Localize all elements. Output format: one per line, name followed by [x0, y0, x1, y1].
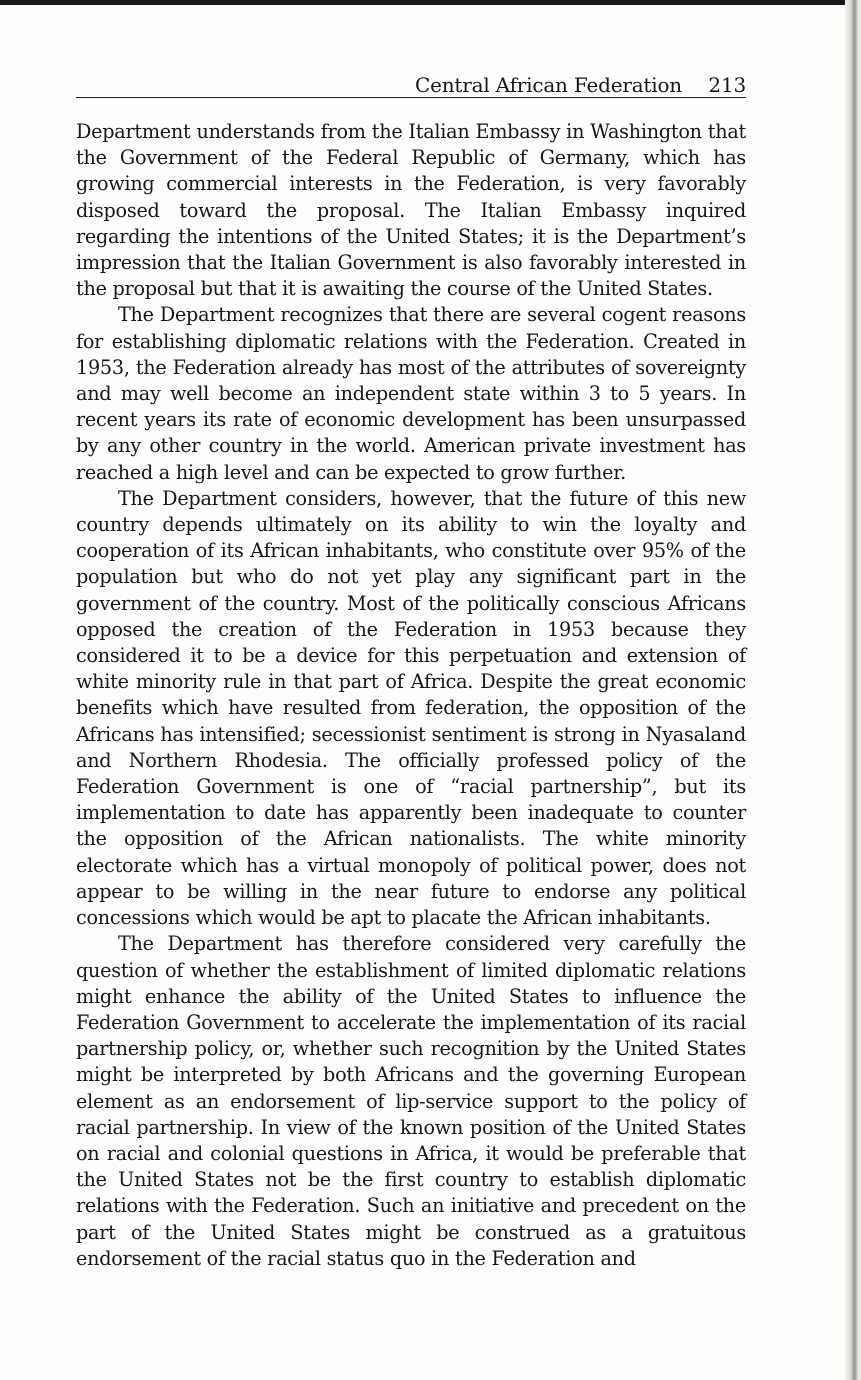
paragraph-continuation: Department understands from the Italian Embassy in Washington that the Government of the Federal Republic of Germany, which has growing commercial interests in the Federation, is very favorably disposed toward the proposal. The Italian Embassy inquired regarding the intentions of the United States; it is the Department’s impression that the Italian Government is also favorably interested in the proposal but that it is awaiting the course of the United States. [76, 120, 746, 301]
book-spine-edge [845, 0, 861, 1380]
running-head [76, 73, 746, 98]
paragraph-future-of-country: The Department considers, however, that the future of this new country depends ultimately on its ability to win the loyalty and cooperation of its African inhabitants, who constitute over 95% of the population but who do not yet play any significant part in the government of the country. Most of the politically conscious Africans opposed the creation of the Federation in 1953 because they considered it to be a device for this perpetuation and extension of white minority rule in that part of Africa. Despite the great economic benefits which have resulted from federation, the opposition of the Africans has intensified; secessionist sentiment is strong in Nyasaland and Northern Rhodesia. The officially professed policy of the Federation Government is one of “racial partnership”, but its implementation to date has apparently been inadequate to counter the opposition of the African nationalists. The white minority electorate which has a virtual monopoly of political power, does not appear to be willing in the near future to endorse any political concessions which would be apt to placate the African inhabitants. [76, 486, 746, 930]
paragraph-cogent-reasons: The Department recognizes that there are several cogent reasons for establishing diplomatic relations with the Federation. Created in 1953, the Federation already has most of the attributes of sovereignty and may well become an independent state within 3 to 5 years. In recent years its rate of economic development has been unsurpassed by any other country in the world. American private investment has reached a high level and can be expected to grow further. [76, 303, 746, 484]
scan-top-edge [0, 0, 861, 5]
page-number: 213 [708, 73, 746, 97]
body-text [76, 119, 746, 1272]
paragraph-diplomatic-relations: The Department has therefore considered very carefully the question of whether the establishment of limited diplomatic relations might enhance the ability of the United States to influence the Federation Government to accelerate the implementation of its racial partnership policy, or, whether such recognition by the United States might be interpreted by both Africans and the governing European element as an endorsement of lip-service support to the policy of racial partnership. In view of the known position of the United States on racial and colonial questions in Africa, it would be preferable that the United States not be the first country to establish diplomatic relations with the Federation. Such an initiative and precedent on the part of the United States might be construed as a gratuitous endorsement of the racial status quo in the Federation and [76, 932, 746, 1270]
running-head-title: Central African Federation [414, 73, 682, 97]
